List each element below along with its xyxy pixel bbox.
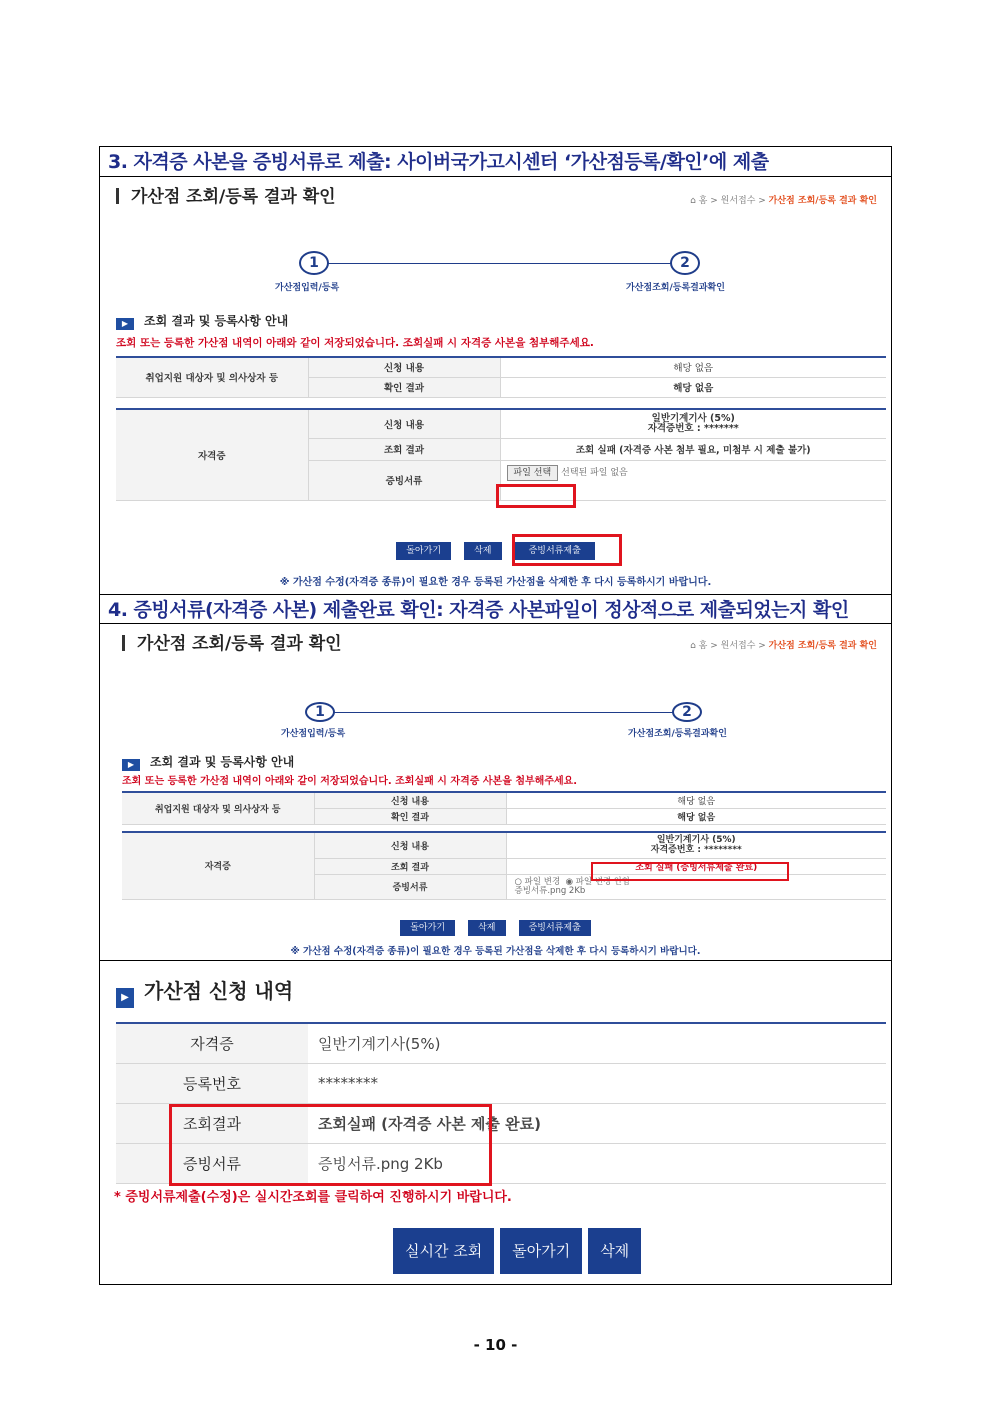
breadcrumb: ⌂ 홈 > 원서접수 > 가산점 조회/등록 결과 확인 <box>690 641 877 651</box>
arrow-right-icon: ▶ <box>116 318 134 330</box>
summary-table: 자격증 일반기계기사(5%) 등록번호 ******** 조회결과 조회실패 (자격증 사본 제출 완료) 증빙서류 증빙서류.png 2Kb <box>116 1022 886 1184</box>
row-head: 취업지원 대상자 및 의사상자 등 <box>116 357 308 397</box>
radio-file-keep[interactable]: ◉ <box>565 876 576 887</box>
arrow-right-icon: ▶ <box>116 988 134 1008</box>
submit-evidence-button[interactable]: 증빙서류제출 <box>515 542 595 560</box>
delete-button[interactable]: 삭제 <box>468 920 505 936</box>
section3-title: 3. 자격증 사본을 증빙서류로 제출: 사이버국가고시센터 ‘가산점등록/확인’에 제출 <box>100 147 891 177</box>
action-buttons <box>100 917 891 936</box>
summary-panel <box>100 960 891 1284</box>
step-1-label: 가산점입력/등록 <box>281 729 346 739</box>
document-frame <box>99 146 892 1285</box>
home-icon[interactable]: ⌂ <box>690 196 699 206</box>
step-2-circle: 2 <box>670 251 700 275</box>
action-buttons <box>100 540 891 560</box>
save-notice: 조회 또는 등록한 가산점 내역이 아래와 같이 저장되었습니다. 조회실패 시 자격증 사본을 첨부해주세요. <box>122 776 578 787</box>
step-2-circle: 2 <box>672 702 702 722</box>
section3-panel <box>100 178 891 593</box>
highlight-box <box>496 484 576 508</box>
row-head: 자격증 <box>116 409 308 500</box>
lookup-result: 조회 실패 (증빙서류제출 완료) <box>506 858 886 874</box>
section4-title: 4. 증빙서류(자격증 사본) 제출완료 확인: 자격증 사본파일이 정상적으로 제출되었는지 확인 <box>100 594 891 624</box>
delete-button[interactable]: 삭제 <box>588 1228 641 1274</box>
info-heading: ▶ 조회 결과 및 등록사항 안내 <box>116 312 288 330</box>
footnote: ※ 가산점 수정(자격증 종류)이 필요한 경우 등록된 가산점을 삭제한 후 다시 등록하시기 바랍니다. <box>290 946 701 957</box>
file-select-button[interactable]: 파일 선택 <box>507 465 559 481</box>
submit-evidence-button[interactable]: 증빙서류제출 <box>519 920 591 936</box>
step-1-circle: 1 <box>305 702 335 722</box>
row-head: 취업지원 대상자 및 의사상자 등 <box>122 792 314 824</box>
summary-title: ▶ 가산점 신청 내역 <box>116 975 293 1008</box>
result-table: 취업지원 대상자 및 의사상자 등 신청 내용 해당 없음 확인 결과 해당 없음 자격증 신청 내용 일반기계기사 (5%) 자격증번호 : ******** 조회 결과 조회 실패 (증빙서류제출 완료) 증빙서류 ○ 파일 변경 ◉ 파일 변경 안함 증빙서류.png 2Kb <box>122 791 886 900</box>
stepper-line <box>314 263 684 264</box>
row-head: 자격증 <box>122 832 314 899</box>
back-button[interactable]: 돌아가기 <box>500 1228 582 1274</box>
arrow-right-icon: ▶ <box>122 759 140 771</box>
summary-buttons <box>393 1228 647 1274</box>
back-button[interactable]: 돌아가기 <box>400 920 455 936</box>
step-2-label: 가산점조회/등록결과확인 <box>626 283 725 293</box>
result-table: 취업지원 대상자 및 의사상자 등 신청 내용 해당 없음 확인 결과 해당 없음 자격증 신청 내용 일반기계기사 (5%) 자격증번호 : ******* 조회 결과 조회 실패 (자격증 사본 첨부 필요, 미첨부 시 제출 불가) 증빙서류 파일 선택 선택된 파일 없음 <box>116 356 886 501</box>
info-heading: ▶ 조회 결과 및 등록사항 안내 <box>122 753 294 771</box>
panel-title: 가산점 조회/등록 결과 확인 <box>116 182 336 207</box>
realtime-lookup-button[interactable]: 실시간 조회 <box>393 1228 494 1274</box>
footnote: ※ 가산점 수정(자격증 종류)이 필요한 경우 등록된 가산점을 삭제한 후 다시 등록하시기 바랍니다. <box>279 577 712 588</box>
summary-note: * 증빙서류제출(수정)은 실시간조회를 클릭하여 진행하시기 바랍니다. <box>114 1190 512 1205</box>
panel-title: 가산점 조회/등록 결과 확인 <box>122 629 342 654</box>
radio-file-change[interactable]: ○ <box>514 876 525 887</box>
highlight-box <box>512 534 622 566</box>
uploaded-file[interactable]: 증빙서류.png 2Kb <box>514 885 586 896</box>
page-number: - 10 - <box>473 1336 518 1354</box>
back-button[interactable]: 돌아가기 <box>396 542 451 560</box>
breadcrumb: ⌂ 홈 > 원서접수 > 가산점 조회/등록 결과 확인 <box>690 196 877 206</box>
lookup-result: 조회 실패 (자격증 사본 첨부 필요, 미첨부 시 제출 불가) <box>500 438 886 460</box>
file-status: 선택된 파일 없음 <box>561 467 628 478</box>
highlight-box <box>591 862 789 881</box>
save-notice: 조회 또는 등록한 가산점 내역이 아래와 같이 저장되었습니다. 조회실패 시 자격증 사본을 첨부해주세요. <box>116 337 594 349</box>
section4-panel <box>100 625 891 959</box>
delete-button[interactable]: 삭제 <box>464 542 501 560</box>
step-1-label: 가산점입력/등록 <box>275 283 340 293</box>
step-2-label: 가산점조회/등록결과확인 <box>628 729 727 739</box>
step-1-circle: 1 <box>299 251 329 275</box>
stepper-line <box>319 712 687 713</box>
highlight-box <box>169 1104 492 1186</box>
home-icon[interactable]: ⌂ <box>690 641 699 651</box>
